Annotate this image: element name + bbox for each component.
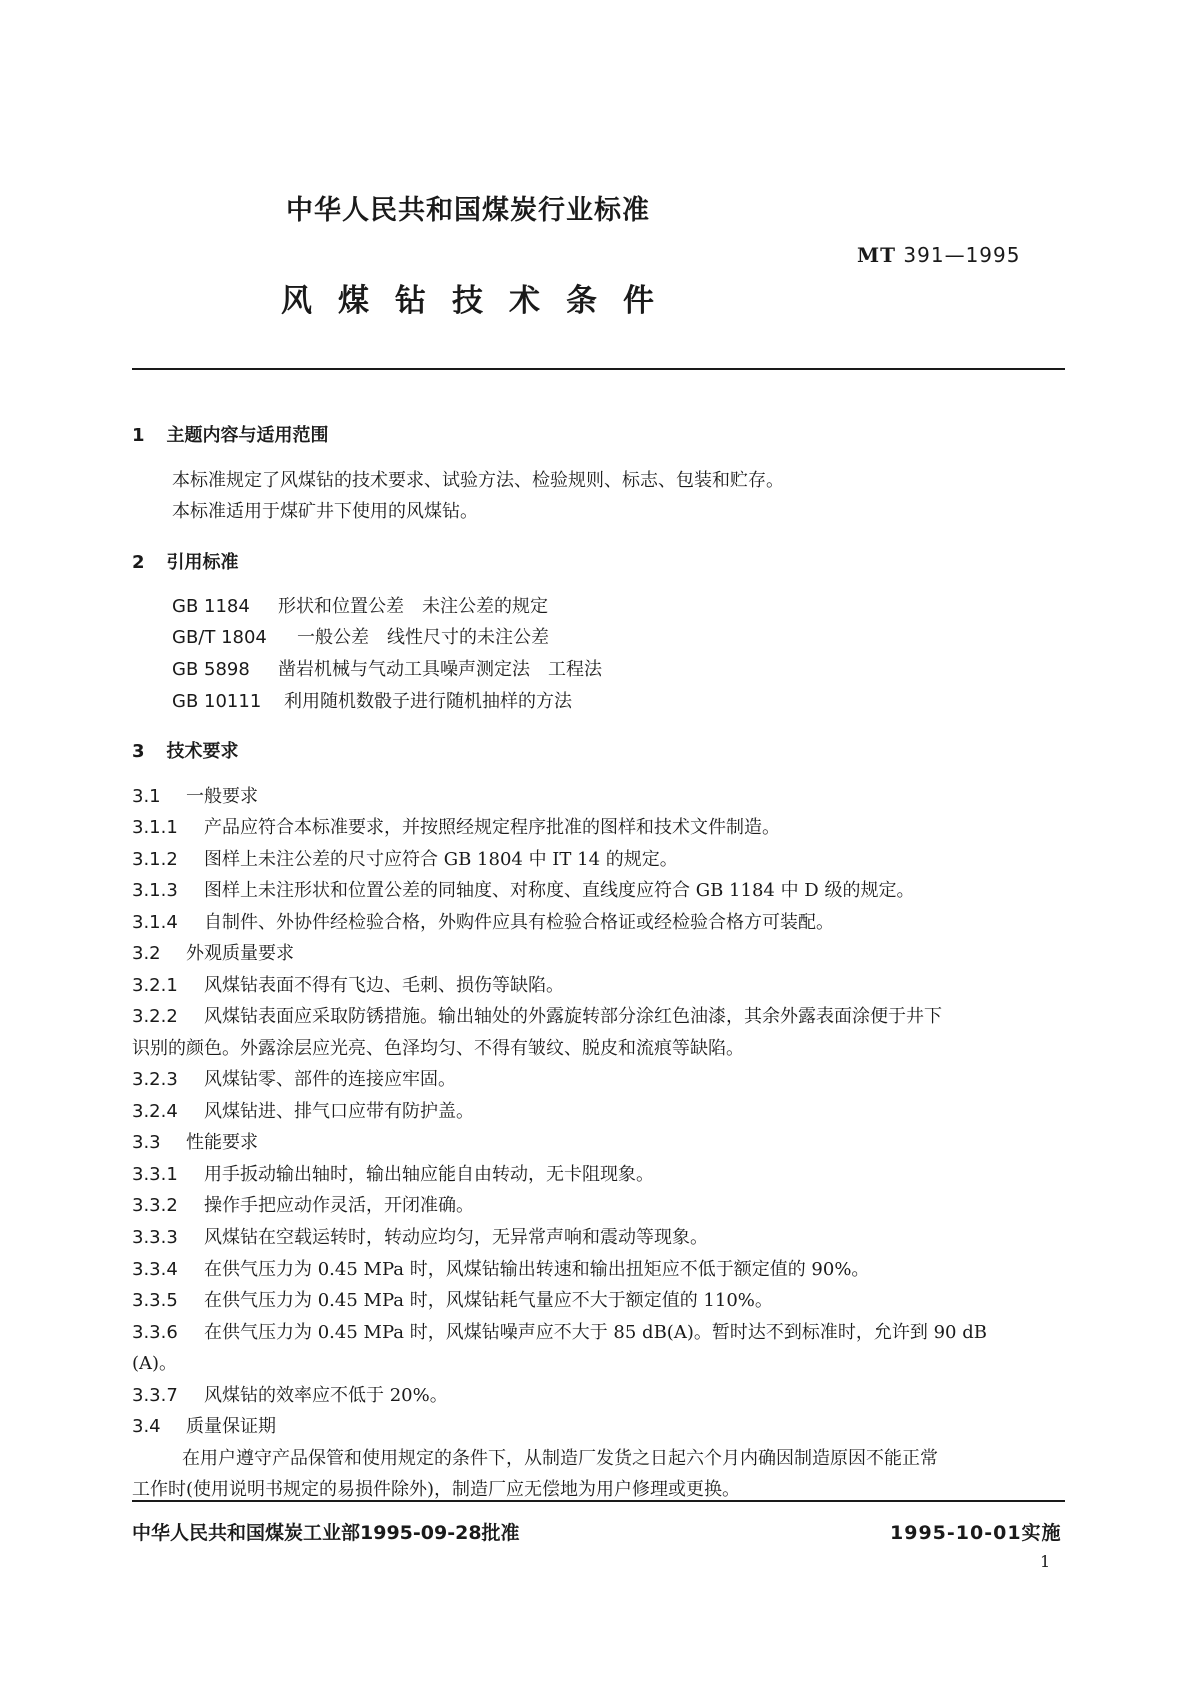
reference-code: GB 10111 (172, 691, 262, 712)
clause-number: 3.2.2 (132, 1006, 178, 1027)
reference-code: GB/T 1804 (172, 627, 267, 648)
clause-number: 3.3.4 (132, 1259, 178, 1280)
clause-continuation: 识别的颜色。外露涂层应光亮、色泽均匀、不得有皱纹、脱皮和流痕等缺陷。 (132, 1038, 744, 1059)
clause (132, 876, 914, 902)
clause-number: 3.3.1 (132, 1164, 178, 1185)
clause-number: 3.4 (132, 1416, 161, 1437)
section-heading-3 (132, 737, 239, 763)
section-number: 2 (132, 552, 145, 573)
clause-text: 风煤钻零、部件的连接应牢固。 (204, 1069, 456, 1090)
clause-number: 3.3 (132, 1132, 161, 1153)
header-divider (132, 368, 1065, 370)
clause-text: 图样上未注形状和位置公差的同轴度、对称度、直线度应符合 GB 1184 中 D 级的规定。 (204, 880, 915, 901)
approval-line: 中华人民共和国煤炭工业部1995-09-28批准 (132, 1522, 520, 1544)
clause (132, 1002, 942, 1028)
clause-text: 风煤钻进、排气口应带有防护盖。 (204, 1101, 474, 1122)
clause-text: 风煤钻表面应采取防锈措施。输出轴处的外露旋转部分涂红色油漆，其余外露表面涂便于井下 (204, 1006, 942, 1027)
clause-number: 3.2.3 (132, 1069, 178, 1090)
clause-text: 质量保证期 (186, 1416, 276, 1437)
reference-name: 凿岩机械与气动工具噪声测定法 工程法 (278, 659, 602, 680)
clause-text: 操作手把应动作灵活，开闭准确。 (204, 1195, 474, 1216)
clause-continuation: (A)。 (132, 1353, 178, 1374)
section-heading-1 (132, 421, 329, 447)
reference-item (172, 655, 602, 681)
clause-number: 3.3.2 (132, 1195, 178, 1216)
clause-number: 3.3.5 (132, 1290, 178, 1311)
reference-code: GB 1184 (172, 596, 250, 617)
clause (132, 1097, 474, 1123)
clause-number: 3.1.4 (132, 912, 178, 933)
clause-number: 3.2.4 (132, 1101, 178, 1122)
clause-text: 图样上未注公差的尺寸应符合 GB 1804 中 IT 14 的规定。 (204, 849, 678, 870)
clause-text: 在供气压力为 0.45 MPa 时，风煤钻输出转速和输出扭矩应不低于额定值的 90%。 (204, 1259, 870, 1280)
section-number: 1 (132, 425, 145, 446)
clause-number: 3.1 (132, 786, 161, 807)
clause-text: 性能要求 (186, 1132, 258, 1153)
clause-text: 一般要求 (186, 786, 258, 807)
clause (132, 782, 258, 808)
clause (132, 1223, 708, 1249)
clause-number: 3.2 (132, 943, 161, 964)
clause-paragraph: 在用户遵守产品保管和使用规定的条件下，从制造厂发货之日起六个月内确因制造原因不能正常 (182, 1448, 938, 1469)
footer-divider (132, 1500, 1065, 1502)
clause-text: 外观质量要求 (186, 943, 294, 964)
clause (132, 908, 834, 934)
clause-text: 在供气压力为 0.45 MPa 时，风煤钻耗气量应不大于额定值的 110%。 (204, 1290, 773, 1311)
document-title: 风煤钻技术条件 (281, 283, 680, 319)
clause-number: 3.1.3 (132, 880, 178, 901)
clause-number: 3.1.2 (132, 849, 178, 870)
clause (132, 845, 678, 871)
clause (132, 1255, 869, 1281)
reference-item (172, 592, 548, 618)
clause (132, 1191, 474, 1217)
reference-name: 一般公差 线性尺寸的未注公差 (297, 627, 549, 648)
clause (132, 1318, 987, 1344)
clause-text: 用手扳动输出轴时，输出轴应能自由转动，无卡阻现象。 (204, 1164, 654, 1185)
clause (132, 1128, 258, 1154)
clause (132, 1412, 276, 1438)
clause-number: 3.1.1 (132, 817, 178, 838)
clause (132, 1286, 773, 1312)
clause (132, 1381, 448, 1407)
clause (132, 1160, 654, 1186)
reference-item (172, 623, 549, 649)
clause (132, 971, 564, 997)
section-heading-2 (132, 548, 239, 574)
reference-code: GB 5898 (172, 659, 250, 680)
clause-text: 在供气压力为 0.45 MPa 时，风煤钻噪声应不大于 85 dB(A)。暂时达不到标准时，允许到 90 dB (204, 1322, 987, 1343)
clause-number: 3.3.7 (132, 1385, 178, 1406)
clause-text: 产品应符合本标准要求，并按照经规定程序批准的图样和技术文件制造。 (204, 817, 780, 838)
standard-category-title: 中华人民共和国煤炭行业标准 (286, 195, 650, 226)
effective-date: 1995-10-01实施 (890, 1522, 1062, 1544)
clause-text: 自制件、外协件经检验合格，外购件应具有检验合格证或经检验合格方可装配。 (204, 912, 834, 933)
clause-number: 3.2.1 (132, 975, 178, 996)
reference-name: 形状和位置公差 未注公差的规定 (278, 596, 548, 617)
reference-name: 利用随机数骰子进行随机抽样的方法 (284, 691, 572, 712)
standard-code (857, 243, 1020, 267)
clause-text: 风煤钻的效率应不低于 20%。 (204, 1385, 448, 1406)
paragraph: 本标准规定了风煤钻的技术要求、试验方法、检验规则、标志、包装和贮存。 (172, 470, 784, 491)
page-number: 1 (1040, 1552, 1051, 1571)
section-title: 主题内容与适用范围 (166, 425, 329, 446)
clause-number: 3.3.3 (132, 1227, 178, 1248)
clause (132, 813, 780, 839)
reference-item (172, 687, 572, 713)
standard-code-prefix: MT (857, 243, 897, 267)
section-title: 技术要求 (166, 741, 239, 762)
paragraph: 本标准适用于煤矿井下使用的风煤钻。 (172, 501, 478, 522)
clause (132, 1065, 456, 1091)
clause-continuation: 工作时(使用说明书规定的易损件除外)，制造厂应无偿地为用户修理或更换。 (132, 1479, 741, 1500)
section-number: 3 (132, 741, 145, 762)
clause-number: 3.3.6 (132, 1322, 178, 1343)
standard-code-number: 391—1995 (903, 243, 1021, 267)
clause (132, 939, 294, 965)
clause-text: 风煤钻表面不得有飞边、毛刺、损伤等缺陷。 (204, 975, 564, 996)
section-title: 引用标准 (166, 552, 239, 573)
clause-text: 风煤钻在空载运转时，转动应均匀，无异常声响和震动等现象。 (204, 1227, 708, 1248)
